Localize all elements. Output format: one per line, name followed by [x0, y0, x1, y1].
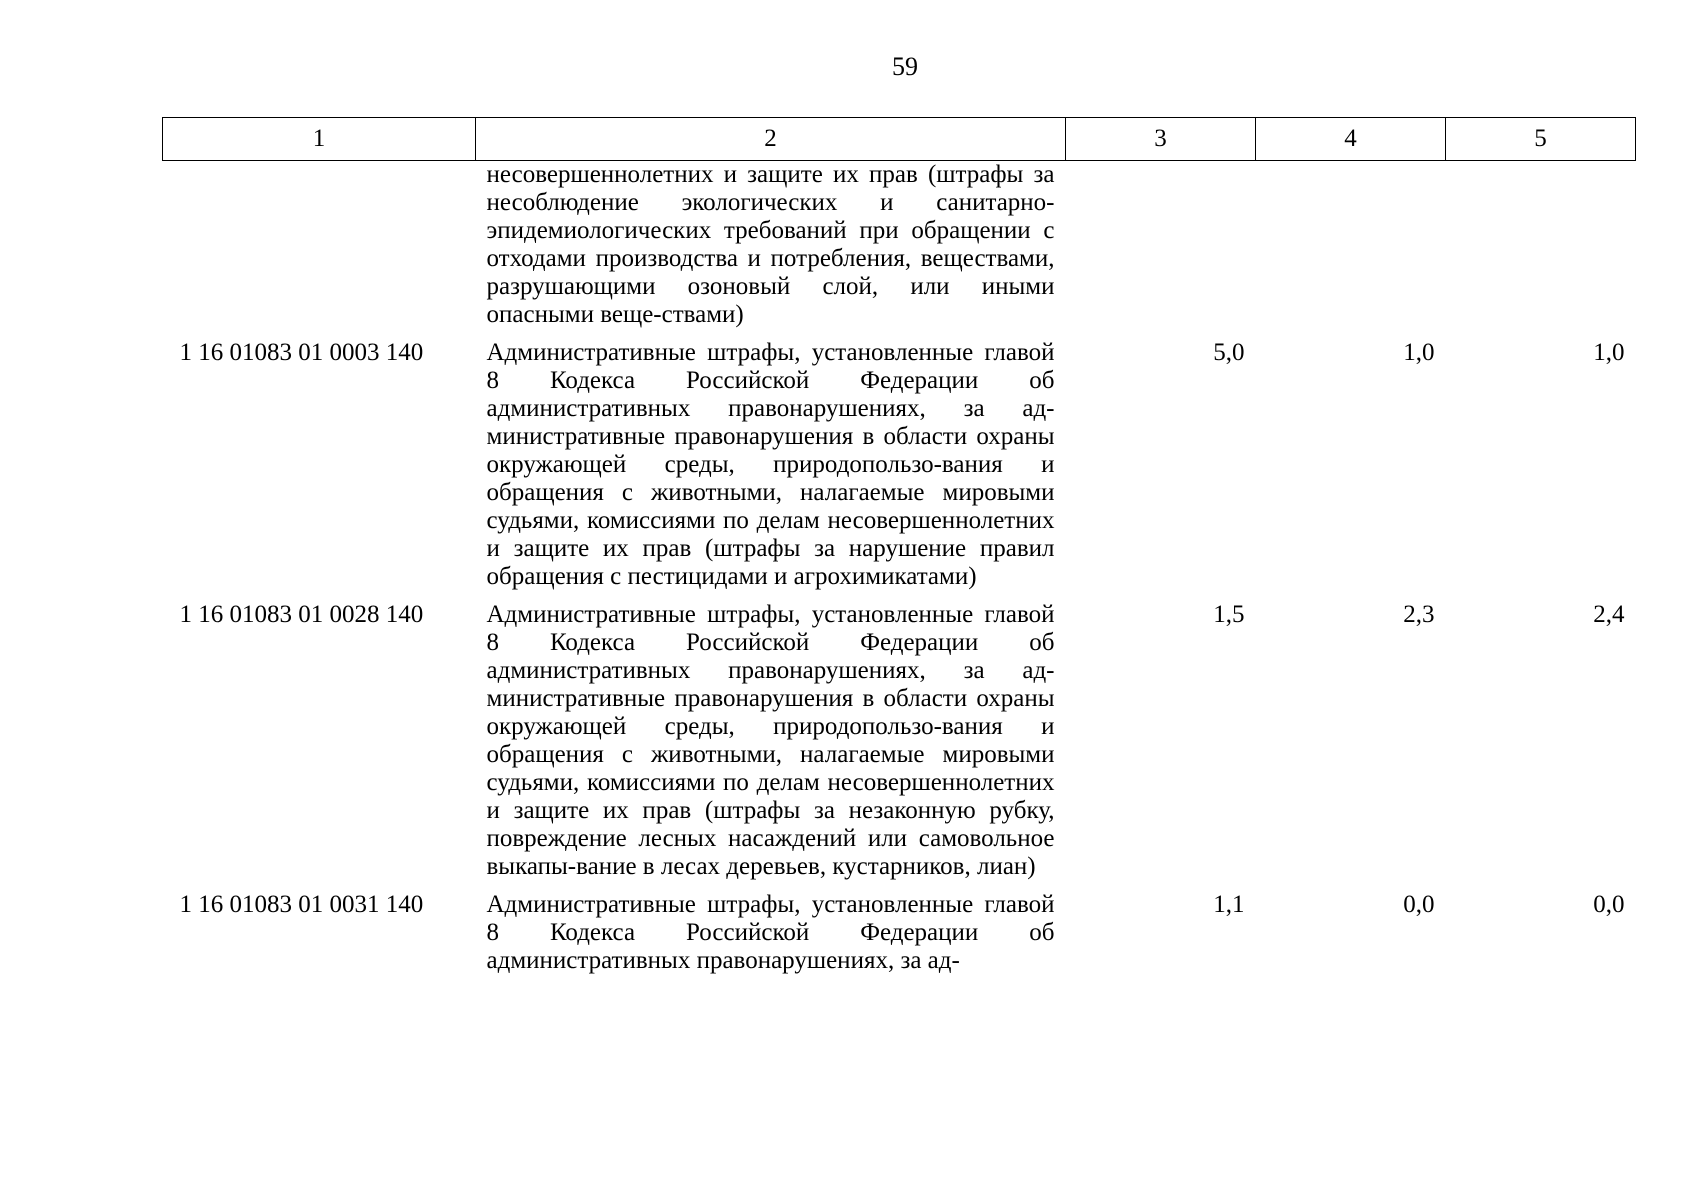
row-value-col5: 1,0 [1593, 339, 1625, 366]
row-value-col5: 2,4 [1593, 601, 1625, 628]
header-col-1: 1 [163, 118, 476, 161]
table-row [163, 161, 1636, 340]
row-description: Административные штрафы, установленные главой 8 Кодекса Российской Федерации об административных правонарушениях, за ад-министративные правонарушения в области охраны окружающей среды, природопользо-вания и обращения с животными, налагаемые мировыми судьями, комиссиями по делам несовершеннолетних и защите их прав (штрафы за незаконную рубку, повреждение лесных насаждений или самовольное выкапы-вание в лесах деревьев, кустарников, лиан) [486, 601, 1055, 880]
row-code: 1 16 01083 01 0028 140 [179, 601, 424, 628]
header-col-2: 2 [476, 118, 1066, 161]
row-value-col4: 2,3 [1403, 601, 1435, 628]
row-value-col3: 5,0 [1213, 339, 1245, 366]
row-description: Административные штрафы, установленные главой 8 Кодекса Российской Федерации об административных правонарушениях, за ад-министративные правонарушения в области охраны окружающей среды, природопользо-вания и обращения с животными, налагаемые мировыми судьями, комиссиями по делам несовершеннолетних и защите их прав (штрафы за нарушение правил обращения с пестицидами и агрохимикатами) [486, 339, 1055, 590]
row-value-col4 [1256, 161, 1446, 340]
row-value-col3 [1066, 161, 1256, 340]
row-value-col3: 1,1 [1213, 891, 1245, 918]
row-description: Административные штрафы, установленные главой 8 Кодекса Российской Федерации об административных правонарушениях, за ад- [486, 891, 1055, 974]
row-code: 1 16 01083 01 0031 140 [179, 891, 424, 918]
row-code: 1 16 01083 01 0003 140 [179, 339, 424, 366]
row-description: несовершеннолетних и защите их прав (штрафы за несоблюдение экологических и санитарно-эпидемиологических требований при обращении с отходами производства и потребления, веществами, разрушающими озоновый слой, или иными опасными веще-ствами) [486, 161, 1055, 328]
header-col-4: 4 [1256, 118, 1446, 161]
page-number: 59 [892, 52, 918, 81]
row-code [163, 161, 476, 340]
header-col-5: 5 [1446, 118, 1636, 161]
header-col-3: 3 [1066, 118, 1256, 161]
table-row [163, 891, 1636, 985]
row-value-col4: 0,0 [1403, 891, 1435, 918]
row-value-col5: 0,0 [1593, 891, 1625, 918]
table-row [163, 601, 1636, 891]
row-value-col4: 1,0 [1403, 339, 1435, 366]
row-value-col5 [1446, 161, 1636, 340]
row-value-col3: 1,5 [1213, 601, 1245, 628]
budget-table [162, 117, 1636, 985]
table-header-row [163, 118, 1636, 161]
table-row [163, 339, 1636, 601]
